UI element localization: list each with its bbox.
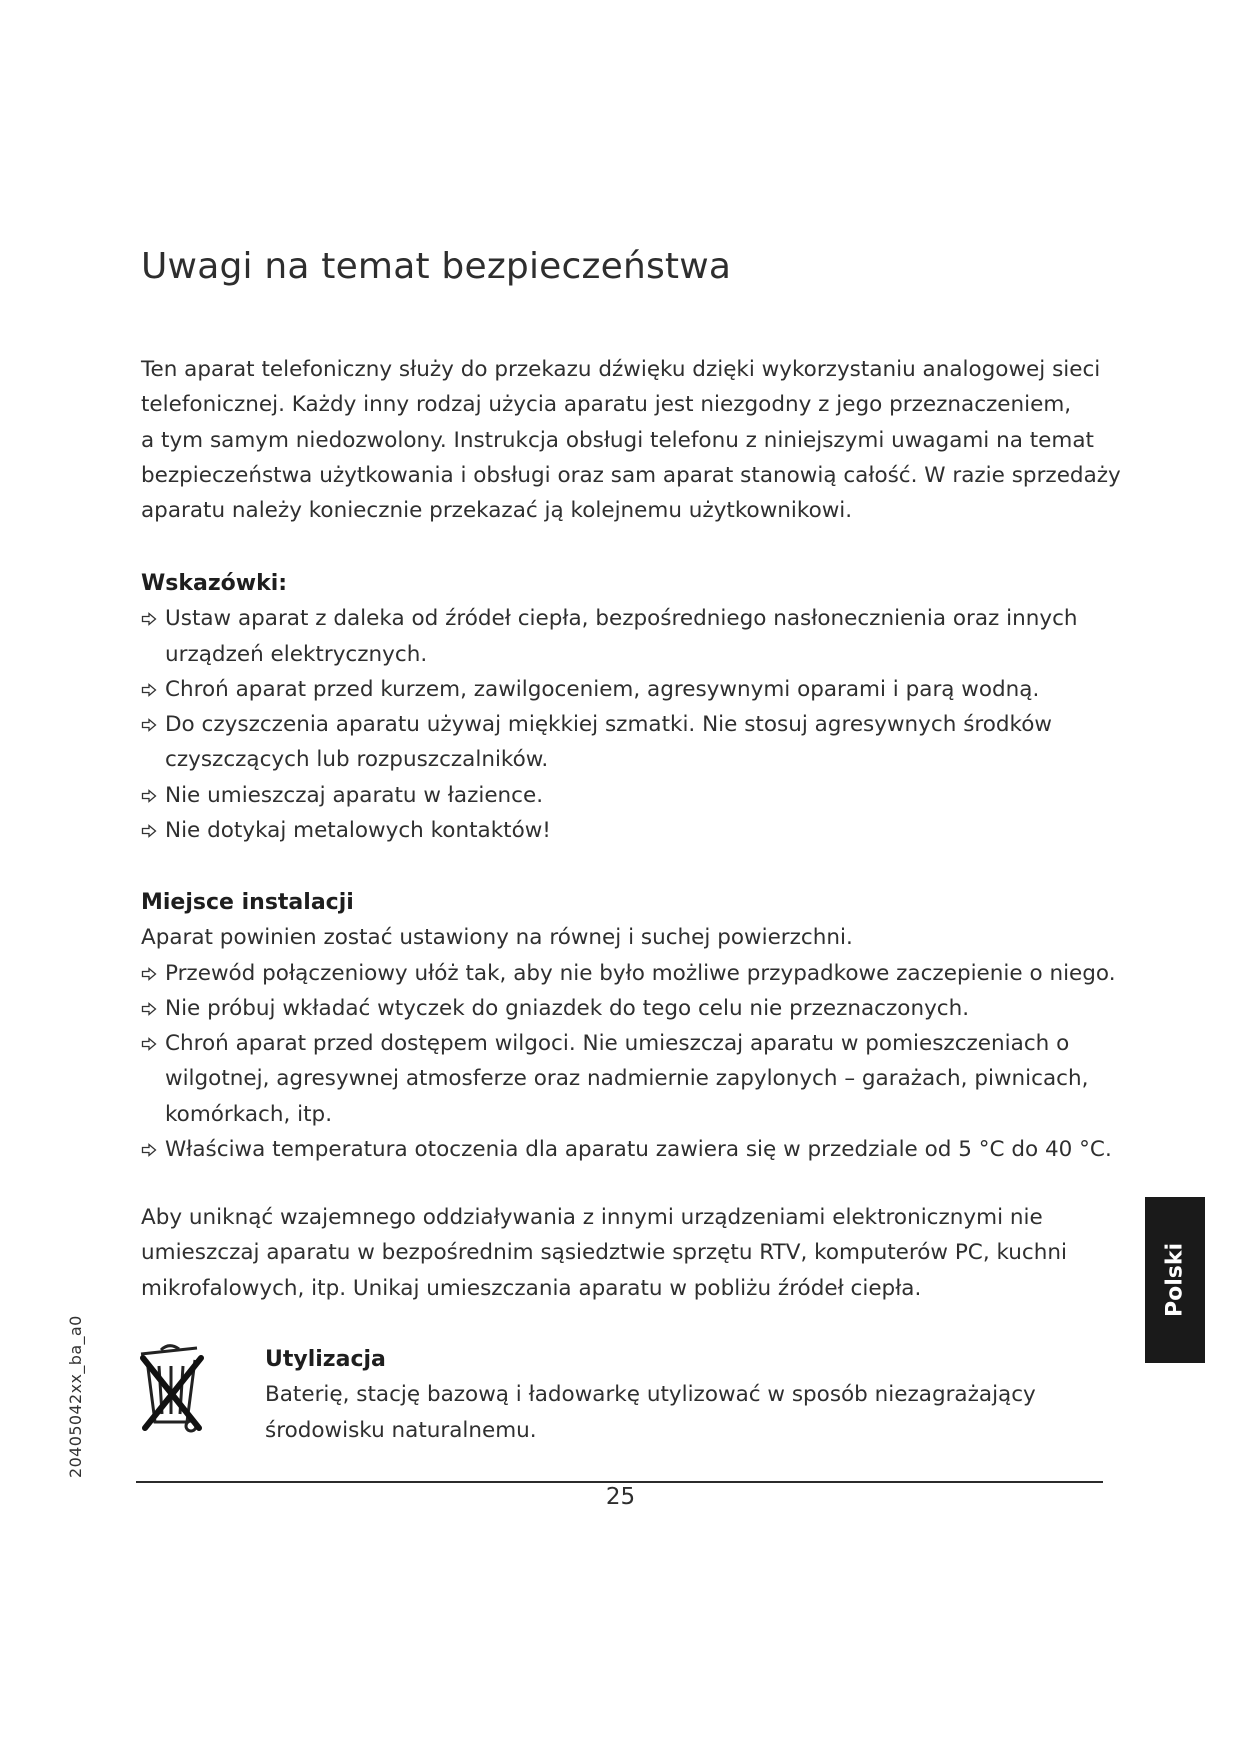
intro-line: bezpieczeństwa użytkowania i obsługi oraz sam aparat stanowią całość. W razie sprzedaży [141, 462, 1121, 488]
installation-lead: Aparat powinien zostać ustawiony na równej i suchej powierzchni. [141, 925, 853, 951]
interference-line: mikrofalowych, itp. Unikaj umieszczania aparatu w pobliżu źródeł ciepła. [141, 1275, 922, 1301]
arrow-bullet-icon [141, 1143, 157, 1157]
list-item-line: urządzeń elektrycznych. [165, 641, 428, 667]
language-tab-label: Polski [1162, 1242, 1188, 1318]
list-item [141, 1026, 1141, 1132]
installation-heading: Miejsce instalacji [141, 890, 354, 915]
list-item-line: Nie dotykaj metalowych kontaktów! [165, 818, 551, 844]
document-code: 20405042xx_ba_a0 [66, 1315, 85, 1478]
arrow-bullet-icon [141, 718, 157, 732]
footer-divider [136, 1481, 1103, 1483]
list-item-line: czyszczących lub rozpuszczalników. [165, 747, 549, 773]
arrow-bullet-icon [141, 1037, 157, 1051]
list-item-line: Do czyszczenia aparatu używaj miękkiej szmatki. Nie stosuj agresywnych środków [165, 712, 1052, 738]
list-item [141, 991, 1141, 1026]
list-item [141, 956, 1141, 991]
interference-line: umieszczaj aparatu w bezpośrednim sąsiedztwie sprzętu RTV, komputerów PC, kuchni [141, 1240, 1067, 1266]
page-title: Uwagi na temat bezpieczeństwa [141, 246, 732, 287]
tips-heading: Wskazówki: [141, 571, 288, 596]
arrow-bullet-icon [141, 824, 157, 838]
arrow-bullet-icon [141, 1002, 157, 1016]
arrow-bullet-icon [141, 683, 157, 697]
intro-line: a tym samym niedozwolony. Instrukcja obsługi telefonu z niniejszymi uwagami na temat [141, 427, 1094, 453]
list-item [141, 601, 1141, 672]
page-number: 25 [605, 1484, 636, 1510]
list-item-line: Nie umieszczaj aparatu w łazience. [165, 782, 544, 808]
arrow-bullet-icon [141, 789, 157, 803]
list-item-line: Właściwa temperatura otoczenia dla aparatu zawiera się w przedziale od 5 °C do 40 °C. [165, 1137, 1112, 1163]
arrow-bullet-icon [141, 967, 157, 981]
list-item-line: komórkach, itp. [165, 1101, 333, 1127]
list-item-line: Chroń aparat przed dostępem wilgoci. Nie umieszczaj aparatu w pomieszczeniach o [165, 1031, 1070, 1057]
intro-line: aparatu należy koniecznie przekazać ją kolejnemu użytkownikowi. [141, 498, 853, 524]
disposal-heading: Utylizacja [265, 1347, 386, 1372]
language-tab [1145, 1197, 1205, 1363]
arrow-bullet-icon [141, 612, 157, 626]
disposal-line: środowisku naturalnemu. [265, 1417, 537, 1443]
installation-section [141, 885, 1141, 1167]
list-item [141, 778, 1141, 813]
interference-paragraph [141, 1200, 1141, 1306]
intro-line: Ten aparat telefoniczny służy do przekazu dźwięku dzięki wykorzystaniu analogowej sieci [141, 357, 1101, 382]
list-item [141, 707, 1141, 778]
list-item [141, 813, 1141, 848]
crossed-bin-icon [135, 1340, 213, 1436]
disposal-section [265, 1342, 1065, 1448]
disposal-line: Baterię, stację bazową i ładowarkę utylizować w sposób niezagrażający [265, 1382, 1036, 1408]
list-item [141, 672, 1141, 707]
tips-section [141, 566, 1141, 848]
intro-paragraph [141, 352, 1141, 528]
intro-line: telefonicznej. Każdy inny rodzaj użycia aparatu jest niezgodny z jego przeznaczeniem, [141, 392, 1072, 418]
list-item [141, 1132, 1141, 1167]
list-item-line: wilgotnej, agresywnej atmosferze oraz nadmiernie zapylonych – garażach, piwnicach, [165, 1066, 1089, 1092]
list-item-line: Przewód połączeniowy ułóż tak, aby nie było możliwe przypadkowe zaczepienie o niego. [165, 960, 1116, 986]
list-item-line: Nie próbuj wkładać wtyczek do gniazdek do tego celu nie przeznaczonych. [165, 995, 970, 1021]
list-item-line: Ustaw aparat z daleka od źródeł ciepła, bezpośredniego nasłonecznienia oraz innych [165, 606, 1078, 632]
list-item-line: Chroń aparat przed kurzem, zawilgoceniem, agresywnymi oparami i parą wodną. [165, 676, 1040, 702]
interference-line: Aby uniknąć wzajemnego oddziaływania z innymi urządzeniami elektronicznymi nie [141, 1205, 1043, 1230]
